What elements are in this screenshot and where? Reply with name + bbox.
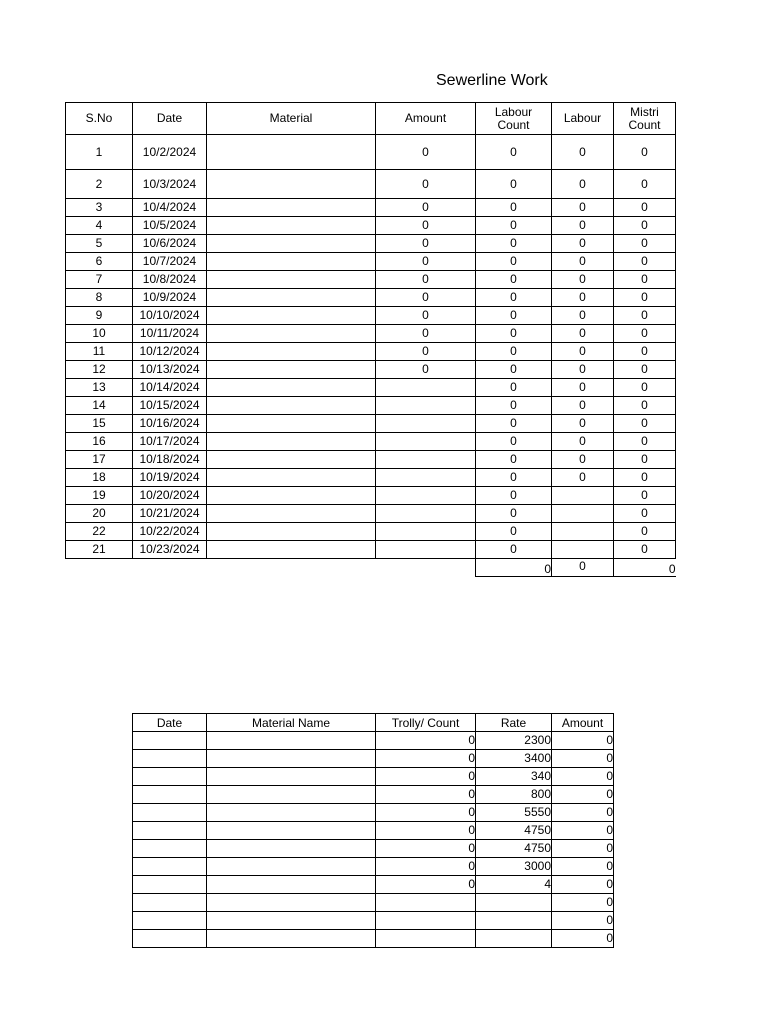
material-cell-rate[interactable]: 800 (476, 786, 552, 804)
cell-material[interactable] (207, 451, 376, 469)
cell-date[interactable]: 10/13/2024 (133, 361, 207, 379)
header-material[interactable]: Material (207, 103, 376, 135)
header-date[interactable]: Date (133, 103, 207, 135)
cell-mistri-count[interactable]: 0 (614, 451, 676, 469)
cell-sno[interactable]: 14 (66, 397, 133, 415)
material-row (133, 876, 614, 894)
cell-amount[interactable] (376, 415, 476, 433)
cell-mistri-count[interactable]: 0 (614, 235, 676, 253)
cell-mistri-count[interactable]: 0 (614, 361, 676, 379)
cell-material[interactable] (207, 487, 376, 505)
material-cell-trolly-count[interactable] (376, 912, 476, 930)
table-row (66, 199, 676, 217)
material-cell-rate[interactable]: 340 (476, 768, 552, 786)
cell-sno[interactable]: 6 (66, 253, 133, 271)
table-row (66, 343, 676, 361)
cell-sno[interactable]: 18 (66, 469, 133, 487)
cell-mistri-count[interactable]: 0 (614, 379, 676, 397)
cell-labour-count[interactable]: 0 (476, 469, 552, 487)
cell-labour-count[interactable]: 0 (476, 433, 552, 451)
cell-date[interactable]: 10/6/2024 (133, 235, 207, 253)
cell-sno[interactable]: 10 (66, 325, 133, 343)
material-cell-rate[interactable]: 5550 (476, 804, 552, 822)
cell-labour[interactable]: 0 (552, 433, 614, 451)
cell-material[interactable] (207, 325, 376, 343)
cell-labour-count[interactable]: 0 (476, 505, 552, 523)
cell-sno[interactable]: 21 (66, 541, 133, 559)
material-cell-amount[interactable]: 0 (552, 930, 614, 948)
table-row (66, 451, 676, 469)
header-mistri-line1: Mistri (630, 104, 659, 119)
cell-sno[interactable]: 17 (66, 451, 133, 469)
cell-labour[interactable] (552, 523, 614, 541)
cell-sno[interactable]: 22 (66, 523, 133, 541)
cell-mistri-count[interactable]: 0 (614, 289, 676, 307)
cell-date[interactable]: 10/9/2024 (133, 289, 207, 307)
material-header-row (133, 714, 614, 732)
material-cell-rate[interactable]: 3000 (476, 858, 552, 876)
cell-sno[interactable]: 11 (66, 343, 133, 361)
cell-amount[interactable]: 0 (376, 271, 476, 289)
table-row (66, 217, 676, 235)
cell-amount[interactable]: 0 (376, 170, 476, 199)
cell-sno[interactable]: 12 (66, 361, 133, 379)
cell-date[interactable]: 10/20/2024 (133, 487, 207, 505)
cell-labour[interactable]: 0 (552, 199, 614, 217)
material-cell-amount[interactable]: 0 (552, 912, 614, 930)
cell-date[interactable]: 10/18/2024 (133, 451, 207, 469)
cell-amount[interactable] (376, 433, 476, 451)
cell-amount[interactable] (376, 541, 476, 559)
cell-labour-count[interactable]: 0 (476, 253, 552, 271)
cell-mistri-count[interactable]: 0 (614, 199, 676, 217)
cell-date[interactable]: 10/19/2024 (133, 469, 207, 487)
cell-labour-count[interactable]: 0 (476, 343, 552, 361)
cell-sno[interactable]: 9 (66, 307, 133, 325)
cell-date[interactable]: 10/4/2024 (133, 199, 207, 217)
cell-sno[interactable]: 16 (66, 433, 133, 451)
material-cell-date[interactable] (133, 912, 207, 930)
table-row (66, 325, 676, 343)
total-mistri-count[interactable]: 0 (614, 559, 676, 577)
table-row (66, 397, 676, 415)
material-cell-trolly-count[interactable]: 0 (376, 732, 476, 750)
cell-labour-count[interactable]: 0 (476, 379, 552, 397)
material-header-rate[interactable]: Rate (476, 714, 552, 732)
header-sno[interactable]: S.No (66, 103, 133, 135)
header-labour-count-line1: Labour (494, 104, 533, 119)
table-row (66, 170, 676, 199)
cell-mistri-count[interactable]: 0 (614, 307, 676, 325)
material-cell-trolly-count[interactable] (376, 894, 476, 912)
total-labour-count[interactable]: 0 (476, 559, 552, 577)
header-row (66, 103, 676, 135)
cell-labour[interactable]: 0 (552, 135, 614, 170)
cell-date[interactable]: 10/22/2024 (133, 523, 207, 541)
material-cell-name[interactable] (207, 768, 376, 786)
header-mistri-count[interactable] (614, 103, 676, 135)
cell-labour-count[interactable]: 0 (476, 523, 552, 541)
material-cell-amount[interactable]: 0 (552, 858, 614, 876)
cell-amount[interactable]: 0 (376, 217, 476, 235)
header-mistri-line2: Count (628, 117, 661, 132)
material-cell-amount[interactable]: 0 (552, 750, 614, 768)
blank-cell (207, 559, 376, 577)
material-cell-name[interactable] (207, 930, 376, 948)
material-cell-trolly-count[interactable]: 0 (376, 840, 476, 858)
cell-date[interactable]: 10/7/2024 (133, 253, 207, 271)
cell-mistri-count[interactable]: 0 (614, 487, 676, 505)
material-cell-name[interactable] (207, 858, 376, 876)
cell-mistri-count[interactable]: 0 (614, 523, 676, 541)
material-cell-trolly-count[interactable] (376, 930, 476, 948)
cell-material[interactable] (207, 135, 376, 170)
material-cell-name[interactable] (207, 840, 376, 858)
material-cell-trolly-count[interactable]: 0 (376, 822, 476, 840)
material-cell-date[interactable] (133, 876, 207, 894)
cell-labour-count[interactable]: 0 (476, 415, 552, 433)
material-cell-rate[interactable] (476, 894, 552, 912)
table-row (66, 505, 676, 523)
total-labour[interactable]: 0 (552, 559, 614, 577)
cell-material[interactable] (207, 343, 376, 361)
cell-material[interactable] (207, 433, 376, 451)
cell-mistri-count[interactable]: 0 (614, 433, 676, 451)
material-row (133, 750, 614, 768)
material-header-amount[interactable]: Amount (552, 714, 614, 732)
table-row (66, 307, 676, 325)
cell-date[interactable]: 10/17/2024 (133, 433, 207, 451)
cell-labour-count[interactable]: 0 (476, 135, 552, 170)
cell-amount[interactable] (376, 523, 476, 541)
material-cell-rate[interactable] (476, 930, 552, 948)
material-cell-trolly-count[interactable]: 0 (376, 876, 476, 894)
cell-material[interactable] (207, 505, 376, 523)
material-row (133, 786, 614, 804)
cell-amount[interactable]: 0 (376, 307, 476, 325)
material-header-name[interactable]: Material Name (207, 714, 376, 732)
cell-mistri-count[interactable]: 0 (614, 217, 676, 235)
cell-mistri-count[interactable]: 0 (614, 469, 676, 487)
cell-date[interactable]: 10/12/2024 (133, 343, 207, 361)
cell-date[interactable]: 10/16/2024 (133, 415, 207, 433)
cell-date[interactable]: 10/10/2024 (133, 307, 207, 325)
cell-mistri-count[interactable]: 0 (614, 325, 676, 343)
cell-amount[interactable] (376, 451, 476, 469)
cell-labour-count[interactable]: 0 (476, 199, 552, 217)
cell-amount[interactable] (376, 505, 476, 523)
material-row (133, 894, 614, 912)
blank-cell (66, 559, 133, 577)
cell-labour[interactable]: 0 (552, 271, 614, 289)
cell-date[interactable]: 10/15/2024 (133, 397, 207, 415)
cell-labour[interactable]: 0 (552, 451, 614, 469)
cell-amount[interactable]: 0 (376, 253, 476, 271)
material-table (132, 713, 614, 948)
cell-labour-count[interactable]: 0 (476, 541, 552, 559)
cell-labour[interactable]: 0 (552, 289, 614, 307)
material-cell-trolly-count[interactable]: 0 (376, 858, 476, 876)
material-cell-trolly-count[interactable]: 0 (376, 768, 476, 786)
material-cell-name[interactable] (207, 732, 376, 750)
material-row (133, 732, 614, 750)
blank-cell (133, 559, 207, 577)
material-cell-trolly-count[interactable]: 0 (376, 786, 476, 804)
table-row (66, 469, 676, 487)
cell-labour[interactable]: 0 (552, 307, 614, 325)
material-row (133, 930, 614, 948)
cell-amount[interactable]: 0 (376, 325, 476, 343)
material-row (133, 768, 614, 786)
material-cell-trolly-count[interactable]: 0 (376, 750, 476, 768)
material-cell-amount[interactable]: 0 (552, 732, 614, 750)
cell-labour-count[interactable]: 0 (476, 217, 552, 235)
cell-date[interactable]: 10/8/2024 (133, 271, 207, 289)
cell-material[interactable] (207, 170, 376, 199)
cell-labour[interactable] (552, 487, 614, 505)
cell-mistri-count[interactable]: 0 (614, 343, 676, 361)
material-cell-amount[interactable]: 0 (552, 894, 614, 912)
cell-sno[interactable]: 2 (66, 170, 133, 199)
cell-material[interactable] (207, 415, 376, 433)
cell-labour[interactable]: 0 (552, 235, 614, 253)
cell-amount[interactable]: 0 (376, 289, 476, 307)
cell-mistri-count[interactable]: 0 (614, 415, 676, 433)
table-row (66, 433, 676, 451)
material-cell-date[interactable] (133, 768, 207, 786)
table-row (66, 135, 676, 170)
material-cell-rate[interactable]: 4750 (476, 822, 552, 840)
table-row (66, 253, 676, 271)
cell-material[interactable] (207, 253, 376, 271)
cell-date[interactable]: 10/5/2024 (133, 217, 207, 235)
cell-labour[interactable]: 0 (552, 469, 614, 487)
material-row (133, 804, 614, 822)
material-cell-rate[interactable]: 2300 (476, 732, 552, 750)
cell-sno[interactable]: 8 (66, 289, 133, 307)
cell-date[interactable]: 10/3/2024 (133, 170, 207, 199)
cell-date[interactable]: 10/23/2024 (133, 541, 207, 559)
cell-amount[interactable]: 0 (376, 361, 476, 379)
table-row (66, 361, 676, 379)
cell-labour-count[interactable]: 0 (476, 325, 552, 343)
material-cell-name[interactable] (207, 912, 376, 930)
table-row (66, 379, 676, 397)
material-cell-rate[interactable]: 4750 (476, 840, 552, 858)
cell-material[interactable] (207, 289, 376, 307)
cell-amount[interactable]: 0 (376, 235, 476, 253)
cell-material[interactable] (207, 235, 376, 253)
table-row (66, 271, 676, 289)
cell-labour[interactable]: 0 (552, 325, 614, 343)
cell-sno[interactable]: 4 (66, 217, 133, 235)
material-row (133, 912, 614, 930)
material-header-date[interactable]: Date (133, 714, 207, 732)
material-cell-amount[interactable]: 0 (552, 786, 614, 804)
cell-labour[interactable]: 0 (552, 343, 614, 361)
material-cell-name[interactable] (207, 822, 376, 840)
cell-mistri-count[interactable]: 0 (614, 271, 676, 289)
cell-labour[interactable]: 0 (552, 397, 614, 415)
material-cell-amount[interactable]: 0 (552, 822, 614, 840)
material-cell-date[interactable] (133, 786, 207, 804)
material-cell-date[interactable] (133, 804, 207, 822)
cell-material[interactable] (207, 271, 376, 289)
header-labour-count[interactable] (476, 103, 552, 135)
cell-labour[interactable]: 0 (552, 253, 614, 271)
cell-material[interactable] (207, 523, 376, 541)
cell-labour-count[interactable]: 0 (476, 271, 552, 289)
material-row (133, 822, 614, 840)
cell-amount[interactable] (376, 469, 476, 487)
cell-labour-count[interactable]: 0 (476, 397, 552, 415)
cell-date[interactable]: 10/2/2024 (133, 135, 207, 170)
material-cell-trolly-count[interactable]: 0 (376, 804, 476, 822)
cell-labour-count[interactable]: 0 (476, 361, 552, 379)
cell-labour[interactable] (552, 505, 614, 523)
cell-sno[interactable]: 5 (66, 235, 133, 253)
material-cell-amount[interactable]: 0 (552, 804, 614, 822)
header-labour[interactable]: Labour (552, 103, 614, 135)
cell-sno[interactable]: 7 (66, 271, 133, 289)
cell-material[interactable] (207, 541, 376, 559)
header-amount[interactable]: Amount (376, 103, 476, 135)
cell-material[interactable] (207, 397, 376, 415)
material-header-trolly-count[interactable]: Trolly/ Count (376, 714, 476, 732)
cell-material[interactable] (207, 199, 376, 217)
table-row (66, 487, 676, 505)
material-cell-name[interactable] (207, 786, 376, 804)
cell-mistri-count[interactable]: 0 (614, 397, 676, 415)
cell-mistri-count[interactable]: 0 (614, 541, 676, 559)
cell-mistri-count[interactable]: 0 (614, 253, 676, 271)
material-cell-date[interactable] (133, 858, 207, 876)
material-cell-name[interactable] (207, 804, 376, 822)
material-cell-rate[interactable]: 3400 (476, 750, 552, 768)
material-cell-date[interactable] (133, 732, 207, 750)
cell-labour[interactable]: 0 (552, 361, 614, 379)
cell-amount[interactable] (376, 379, 476, 397)
cell-labour[interactable]: 0 (552, 379, 614, 397)
material-cell-date[interactable] (133, 822, 207, 840)
cell-sno[interactable]: 20 (66, 505, 133, 523)
cell-date[interactable]: 10/14/2024 (133, 379, 207, 397)
table-row (66, 289, 676, 307)
cell-material[interactable] (207, 469, 376, 487)
cell-mistri-count[interactable]: 0 (614, 505, 676, 523)
table-row (66, 541, 676, 559)
cell-labour-count[interactable]: 0 (476, 487, 552, 505)
cell-sno[interactable]: 15 (66, 415, 133, 433)
cell-sno[interactable]: 13 (66, 379, 133, 397)
cell-labour-count[interactable]: 0 (476, 289, 552, 307)
cell-amount[interactable] (376, 397, 476, 415)
cell-labour[interactable]: 0 (552, 170, 614, 199)
cell-labour[interactable]: 0 (552, 415, 614, 433)
cell-amount[interactable]: 0 (376, 199, 476, 217)
cell-mistri-count[interactable]: 0 (614, 170, 676, 199)
blank-cell (376, 559, 476, 577)
material-cell-name[interactable] (207, 750, 376, 768)
cell-amount[interactable]: 0 (376, 343, 476, 361)
cell-labour[interactable] (552, 541, 614, 559)
cell-mistri-count[interactable]: 0 (614, 135, 676, 170)
table-row (66, 235, 676, 253)
material-cell-rate[interactable]: 4 (476, 876, 552, 894)
cell-material[interactable] (207, 379, 376, 397)
cell-sno[interactable]: 19 (66, 487, 133, 505)
material-cell-amount[interactable]: 0 (552, 768, 614, 786)
table-row (66, 415, 676, 433)
cell-labour-count[interactable]: 0 (476, 451, 552, 469)
cell-material[interactable] (207, 361, 376, 379)
material-cell-amount[interactable]: 0 (552, 876, 614, 894)
material-cell-date[interactable] (133, 750, 207, 768)
material-cell-date[interactable] (133, 840, 207, 858)
cell-labour-count[interactable]: 0 (476, 235, 552, 253)
cell-amount[interactable]: 0 (376, 135, 476, 170)
totals-row (66, 559, 676, 577)
cell-labour-count[interactable]: 0 (476, 170, 552, 199)
cell-labour[interactable]: 0 (552, 217, 614, 235)
material-cell-date[interactable] (133, 930, 207, 948)
cell-date[interactable]: 10/11/2024 (133, 325, 207, 343)
cell-date[interactable]: 10/21/2024 (133, 505, 207, 523)
header-labour-count-line2: Count (497, 117, 530, 132)
material-cell-name[interactable] (207, 894, 376, 912)
cell-labour-count[interactable]: 0 (476, 307, 552, 325)
cell-sno[interactable]: 1 (66, 135, 133, 170)
sheet-title: Sewerline Work (436, 72, 548, 89)
cell-sno[interactable]: 3 (66, 199, 133, 217)
material-cell-rate[interactable] (476, 912, 552, 930)
material-cell-name[interactable] (207, 876, 376, 894)
table-row (66, 523, 676, 541)
material-cell-amount[interactable]: 0 (552, 840, 614, 858)
material-cell-date[interactable] (133, 894, 207, 912)
cell-material[interactable] (207, 217, 376, 235)
material-row (133, 858, 614, 876)
cell-material[interactable] (207, 307, 376, 325)
cell-amount[interactable] (376, 487, 476, 505)
sewerline-work-table (65, 102, 676, 577)
material-row (133, 840, 614, 858)
